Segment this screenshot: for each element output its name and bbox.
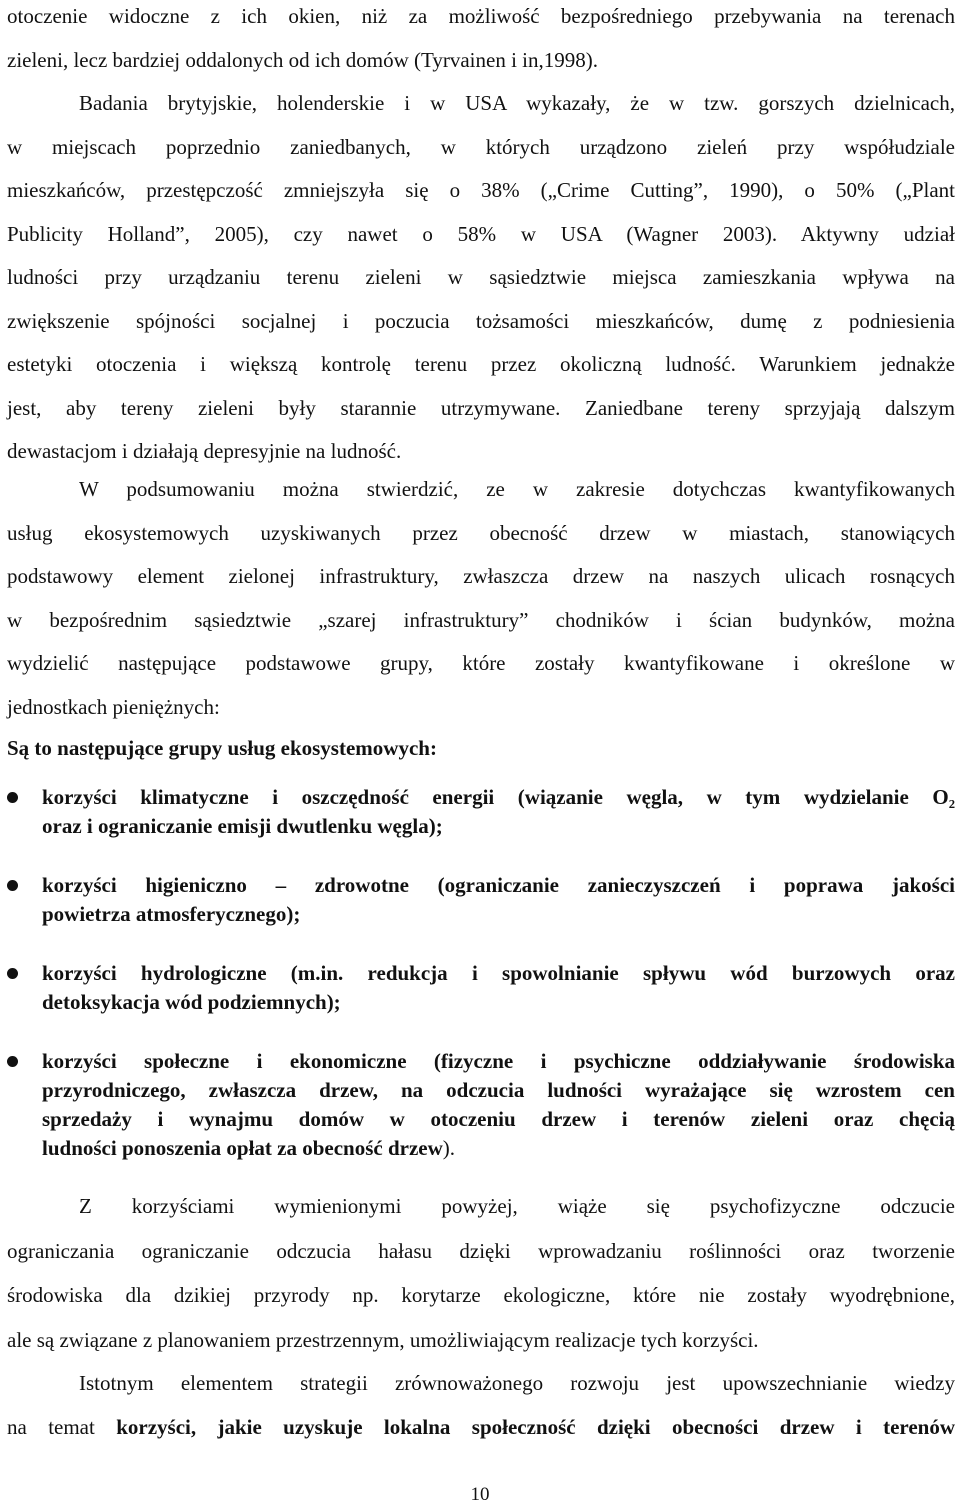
bullet-item [7,1047,955,1163]
paragraph-line: ale są związane z planowaniem przestrzennym, umożliwiającym realizacje tych korzyści. [7,1327,759,1352]
paragraph-3 [7,1184,955,1362]
bullet-line: korzyści społeczne i ekonomiczne (fizyczne i psychiczne oddziaływanie środowiska [42,1049,955,1073]
bullet-line: przyrodniczego, zwłaszcza drzew, na odczucia ludności wyrażające się wzrostem cen [42,1078,955,1102]
paragraph-line: w miejscach poprzednio zaniedbanych, w których urządzono zieleń przy współudziale [7,134,955,159]
paragraph-line: zwiększenie spójności socjalnej i poczucia tożsamości mieszkańców, dumę z podniesienia [7,308,955,333]
paragraph-line: Publicity Holland”, 2005), czy nawet o 58% w USA (Wagner 2003). Aktywny udział [7,221,955,246]
bullet-text [42,783,955,841]
paragraph-line: środowiska dla dzikiej przyrody np. korytarze ekologiczne, które nie zostały wyodrębnione, [7,1283,955,1307]
paragraph-line: ograniczania ograniczanie odczucia hałasu dzięki wprowadzaniu roślinności oraz tworzenie [7,1238,955,1263]
bullet-line-text: ludności ponoszenia opłat za obecność drzew [42,1136,443,1160]
bullet-line [42,1134,955,1163]
page-number: 10 [470,1484,490,1505]
paragraph-line: usług ekosystemowych uzyskiwanych przez obecność drzew w miastach, stanowiących [7,520,955,545]
bullet-line: powietrza atmosferycznego); [42,902,301,926]
paragraph-2 [7,468,955,729]
paragraph-line: mieszkańców, przestępczość zmniejszyła się o 38% („Crime Cutting”, 1990), o 50% („Plant [7,178,955,202]
bullet-line-tail: ). [442,1136,456,1160]
paragraph-line: wydzielić następujące podstawowe grupy, które zostały kwantyfikowane i określone w [7,651,955,675]
bullet-item [7,959,955,1017]
bullet-icon [7,968,18,979]
paragraph-line-bold: korzyści, jakie uzyskuje lokalna społeczność dzięki obecności drzew i terenów [116,1415,955,1439]
bullet-line: oraz i ograniczanie emisji dwutlenku węgla); [42,814,443,838]
bullet-text [42,959,955,1017]
bullet-line: korzyści hydrologiczne (m.in. redukcja i spowolnianie spływu wód burzowych oraz [42,961,955,985]
paragraph-line: w bezpośrednim sąsiedztwie „szarej infrastruktury” chodników i ścian budynków, można [7,607,955,632]
bullet-icon [7,880,18,891]
bullet-line: detoksykacja wód podziemnych); [42,990,341,1014]
paragraph-line: dewastacjom i działają depresyjnie na ludność. [7,439,402,463]
paragraph-line: estetyki otoczenia i większą kontrolę terenu przez okoliczną ludność. Warunkiem jednakże [7,352,955,376]
bullet-icon [7,1056,18,1067]
paragraph-line: Badania brytyjskie, holenderskie i w USA wykazały, że w tzw. gorszych dzielnicach, [79,91,955,115]
paragraph-1 [7,0,955,474]
paragraph-line: ludności przy urządzaniu terenu zieleni w sąsiedztwie miejsca zamieszkania wpływa na [7,265,955,289]
paragraph-line: Z korzyściami wymienionymi powyżej, wiąże się psychofizyczne odczucie [79,1194,955,1218]
paragraph-line: jest, aby tereny zieleni były starannie utrzymywane. Zaniedbane tereny sprzyjają dalszym [7,395,955,420]
paragraph-line: jednostkach pieniężnych: [7,694,220,719]
bullet-line: korzyści higieniczno – zdrowotne (ograniczanie zanieczyszczeń i poprawa jakości [42,873,955,897]
bullet-line: sprzedaży i wynajmu domów w otoczeniu drzew i terenów zieleni oraz chęcią [42,1107,955,1131]
bullet-item [7,783,955,841]
section-heading: Są to następujące grupy usług ekosystemowych: [7,736,437,760]
paragraph-line: podstawowy element zielonej infrastruktury, zwłaszcza drzew na naszych ulicach rosnących [7,564,955,588]
paragraph-line-prefix: na temat [7,1415,117,1439]
bullet-text [42,1047,955,1163]
bullet-item [7,871,955,929]
paragraph-line [7,1405,955,1449]
paragraph-line: Istotnym elementem strategii zrównoważonego rozwoju jest upowszechnianie wiedzy [79,1371,955,1395]
paragraph-line: otoczenie widoczne z ich okien, niż za możliwość bezpośredniego przebywania na terenach [7,4,955,28]
bullet-icon [7,792,18,803]
paragraph-line: zieleni, lecz bardziej oddalonych od ich domów (Tyrvainen i in,1998). [7,47,599,72]
bullet-text [42,871,955,929]
bullet-line: korzyści klimatyczne i oszczędność energii (wiązanie węgla, w tym wydzielanie O₂ [42,785,955,809]
paragraph-line: W podsumowaniu można stwierdzić, ze w zakresie dotychczas kwantyfikowanych [79,477,955,501]
paragraph-4 [7,1361,955,1449]
